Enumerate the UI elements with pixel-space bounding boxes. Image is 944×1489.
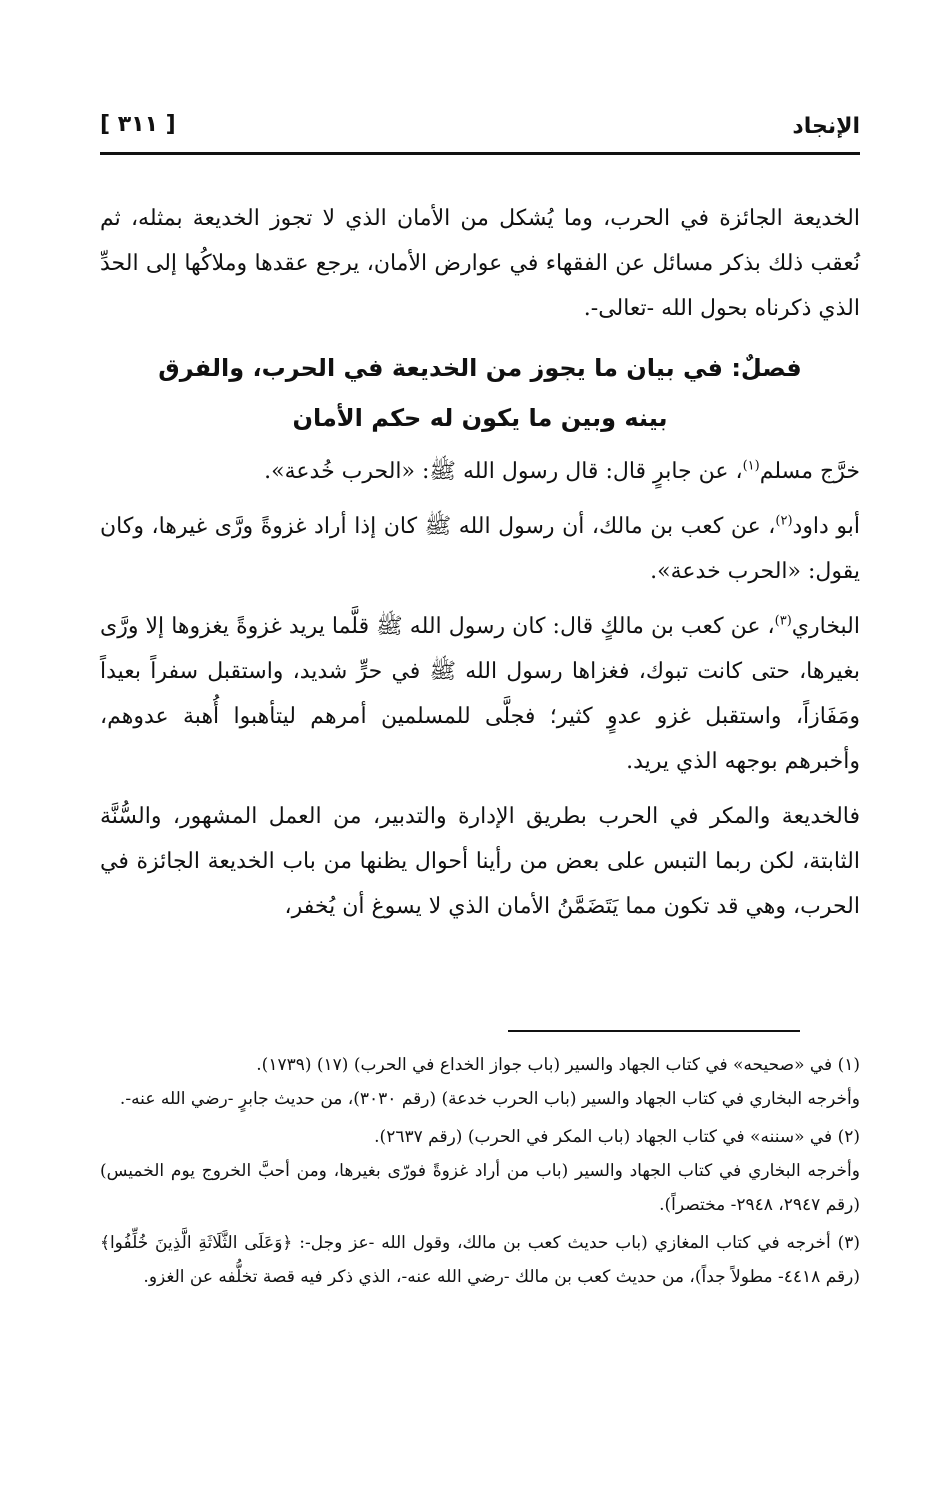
running-title: الإنجاد [792, 114, 860, 139]
footnote-1: (١) في «صحيحه» في كتاب الجهاد والسير (باب جواز الخداع في الحرب) (١٧) (١٧٣٩). [256, 1055, 860, 1075]
footnote-ref-3: (٣) [774, 613, 792, 629]
paragraph-bukhari-start: البخاري [791, 614, 860, 639]
footnote-2-continued: وأخرجه البخاري في كتاب الجهاد والسير (باب من أراد غزوةً فورّى بغيرها، ومن أحبَّ الخروج يوم الخميس) (رقم ٢٩٤٧، ٢٩٤٨- مختصراً). [100, 1161, 860, 1215]
footnotes [100, 1048, 860, 1294]
intro-paragraph [100, 196, 860, 331]
footnote-ref-2: (٢) [775, 513, 793, 529]
paragraph-muslim-start: خرَّج مسلم [759, 459, 860, 484]
paragraph-abu-dawud-rest: ، عن كعب بن مالك، أن رسول الله ﷺ كان إذا أراد غزوةً ورَّى غيرها، وكان يقول: «الحرب خدعة». [100, 514, 860, 584]
paragraph-muslim-rest: ، عن جابرٍ قال: قال رسول الله ﷺ: «الحرب خُدعة». [264, 459, 743, 484]
page-number: [ ٣١١ ] [100, 112, 176, 137]
footnote-ref-1: (١) [742, 458, 760, 474]
section-heading-line-1: فصلٌ: في بيان ما يجوز من الخديعة في الحرب، والفرق [158, 354, 802, 382]
running-header [100, 108, 860, 148]
section-heading-line-2: بينه وبين ما يكون له حكم الأمان [292, 404, 668, 432]
paragraph-abu-dawud-start: أبو داود [792, 514, 860, 539]
book-page [100, 108, 860, 1448]
footnote-2: (٢) في «سننه» في كتاب الجهاد (باب المكر في الحرب) (رقم ٢٦٣٧). [374, 1127, 860, 1147]
intro-line-1: الخديعة الجائزة في الحرب، وما يُشكل من الأمان الذي لا تجوز الخديعة بمثله، [130, 206, 861, 231]
header-rule [100, 152, 860, 155]
footnote-rule [508, 1030, 800, 1032]
paragraph-bukhari-rest: ، عن كعب بن مالكٍ قال: كان رسول الله ﷺ قلَّما يريد غزوةً يغزوها إلا ورَّى بغيرها، حتى كانت تبوك، فغزاها رسول الله ﷺ في حرٍّ شديد، واستقبل سفراً بعيداً ومَفَازاً، واستقبل غزو عدوٍ كثير؛ فجلَّى للمسلمين أمرهم ليتأهبوا أُهبة عدوهم، وأخبرهم بوجهه الذي يريد. [100, 614, 860, 774]
paragraph-bukhari [100, 604, 860, 784]
paragraph-deception: فالخديعة والمكر في الحرب بطريق الإدارة والتدبير، من العمل المشهور، والسُّنَّة الثابتة، لكن ربما التبس على بعض من رأينا أحوال يظنها من باب الخديعة الجائزة في الحرب، وهي قد تكون مما يَتَضَمَّنُ الأمان الذي لا يسوغ أن يُخفر، [100, 804, 860, 919]
paragraph-muslim [100, 449, 860, 494]
main-text [100, 196, 860, 929]
footnote-3: (٣) أخرجه في كتاب المغازي (باب حديث كعب بن مالك، وقول الله -عز وجل-: ﴿وَعَلَى الثَّلَاثَةِ الَّذِينَ خُلِّفُوا﴾ (رقم ٤٤١٨- مطولاً جداً)، من حديث كعب بن مالك -رضي الله عنه-، الذي ذكر فيه قصة تخلُّفه عن الغزو. [100, 1233, 860, 1287]
footnote-1-continued: وأخرجه البخاري في كتاب الجهاد والسير (باب الحرب خدعة) (رقم ٣٠٣٠)، من حديث جابرٍ -رضي الله عنه-. [119, 1089, 860, 1109]
intro-line-3: إلى الحدِّ الذي ذكرناه بحول الله -تعالى-. [100, 251, 860, 321]
intro-line-2: ثم نُعقب ذلك بذكر مسائل عن الفقهاء في عوارض الأمان، يرجع عقدها وملاكُها [100, 206, 860, 276]
section-heading [100, 343, 860, 443]
paragraph-abu-dawud [100, 504, 860, 594]
